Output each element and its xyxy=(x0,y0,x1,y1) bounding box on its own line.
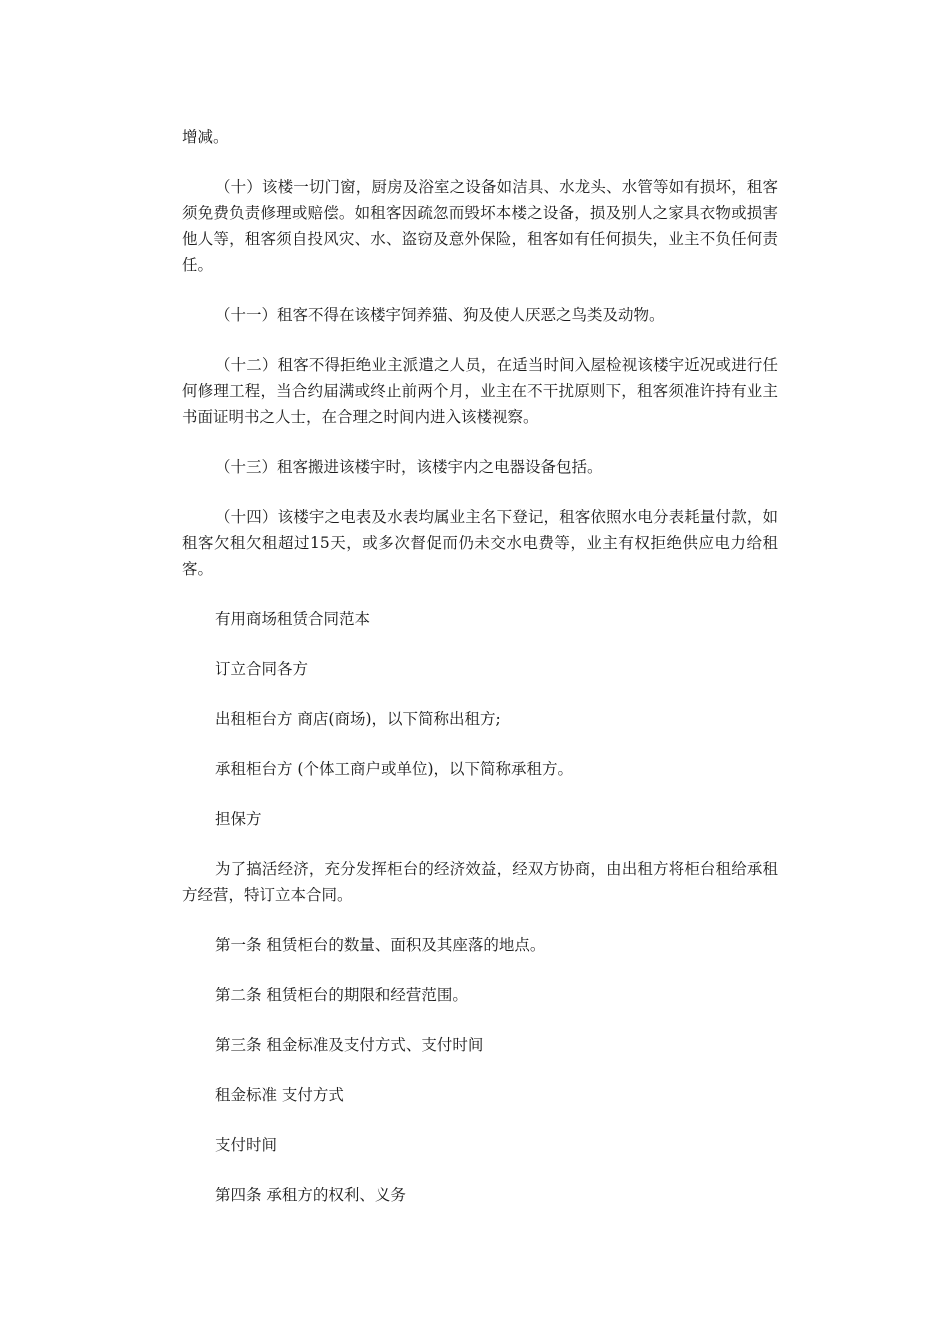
rent-standard-line: 租金标准 支付方式 xyxy=(215,1086,344,1104)
lessor-line: 出租柜台方 商店(商场)，以下简称出租方; xyxy=(215,710,501,728)
payment-time-line: 支付时间 xyxy=(215,1136,278,1154)
parties-heading: 订立合同各方 xyxy=(215,660,309,678)
article-2: 第二条 租赁柜台的期限和经营范围。 xyxy=(215,986,468,1004)
section-title: 有用商场租赁合同范本 xyxy=(215,610,371,628)
clause-11: （十一）租客不得在该楼宇饲养猫、狗及使人厌恶之鸟类及动物。 xyxy=(215,306,665,324)
paragraph-continuation: 增减。 xyxy=(182,128,229,146)
article-4: 第四条 承租方的权利、义务 xyxy=(215,1186,406,1204)
clause-13: （十三）租客搬进该楼宇时，该楼宇内之电器设备包括。 xyxy=(215,458,603,476)
guarantor-line: 担保方 xyxy=(215,810,262,828)
lessee-line: 承租柜台方 (个体工商户或单位)，以下简称承租方。 xyxy=(215,760,574,778)
clause-10: （十）该楼一切门窗，厨房及浴室之设备如洁具、水龙头、水管等如有损坏，租客须免费负责修理或赔偿。如租客因疏忽而毁坏本楼之设备，损及别人之家具衣物或损害他人等，租客须自投风灾、水、盗窃及意外保险，租客如有任何损失，业主不负任何责任。 xyxy=(182,178,778,274)
clause-12: （十二）租客不得拒绝业主派遣之人员，在适当时间入屋检视该楼宇近况或进行任何修理工程，当合约届满或终止前两个月，业主在不干扰原则下，租客须准许持有业主书面证明书之人士，在合理之时间内进入该楼视察。 xyxy=(182,356,778,426)
article-1: 第一条 租赁柜台的数量、面积及其座落的地点。 xyxy=(215,936,546,954)
clause-14: （十四）该楼宇之电表及水表均属业主名下登记，租客依照水电分表耗量付款，如租客欠租欠租超过15天，或多次督促而仍未交水电费等，业主有权拒绝供应电力给租客。 xyxy=(182,508,778,578)
document-body xyxy=(182,124,778,1208)
preamble: 为了搞活经济，充分发挥柜台的经济效益，经双方协商，由出租方将柜台租给承租方经营，特订立本合同。 xyxy=(182,860,778,904)
article-3: 第三条 租金标准及支付方式、支付时间 xyxy=(215,1036,484,1054)
